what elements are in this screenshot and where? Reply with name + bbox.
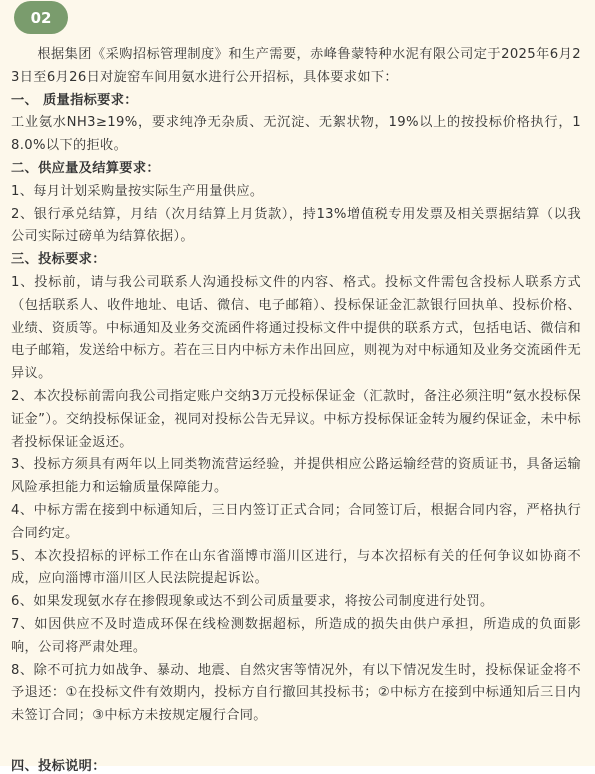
bidding-item-6: 6、如果发现氨水存在掺假现象或达不到公司质量要求，将按公司制度进行处罚。 bbox=[11, 594, 494, 610]
section-heading-bidding: 三、投标要求： bbox=[11, 252, 106, 268]
section-heading-instructions: 四、投标说明： bbox=[11, 759, 106, 774]
bidding-item-7: 7、如因供应不及时造成环保在线检测数据超标，所造成的损失由供户承担，所造成的负面影响，公司将严肃处理。 bbox=[11, 616, 581, 655]
section-heading-quality: 一、 质量指标要求： bbox=[11, 92, 138, 108]
bidding-item-4: 4、中标方需在接到中标通知后，三日内签订正式合同；合同签订后，根据合同内容，严格执行合同约定。 bbox=[11, 502, 581, 541]
bidding-item-2: 2、本次投标前需向我公司指定账户交纳3万元投标保证金（汇款时，备注必须注明“氨水投标保证金”）。交纳投标保证金，视同对投标公告无异议。中标方投标保证金转为履约保证金，未中标者投标保证金返还。 bbox=[11, 388, 581, 450]
section-number-badge: 02 bbox=[14, 1, 68, 34]
bidding-item-8: 8、除不可抗力如战争、暴动、地震、自然灾害等情况外，有以下情况发生时，投标保证金将不予退还：①在投标文件有效期内，投标方自行撤回其投标书；②中标方在接到中标通知后三日内未签订合同；③中标方未按规定履行合同。 bbox=[11, 662, 581, 724]
bidding-item-1: 1、投标前，请与我公司联系人沟通投标文件的内容、格式。投标文件需包含投标人联系方式（包括联系人、收件地址、电话、微信、电子邮箱）、投标保证金汇款银行回执单、投标价格、业绩、资质等。中标通知及业务交流函件将通过投标文件中提供的联系方式，包括电话、微信和电子邮箱，发送给中标方。若在三日内中标方未作出回应，则视为对中标通知及业务交流函件无异议。 bbox=[11, 274, 581, 382]
quality-paragraph: 工业氨水NH3≥19%，要求纯净无杂质、无沉淀、无絮状物，19%以上的按投标价格执行，18.0%以下的拒收。 bbox=[11, 115, 581, 154]
supply-item-1: 1、每月计划采购量按实际生产用量供应。 bbox=[11, 183, 264, 199]
section-heading-supply: 二、供应量及结算要求： bbox=[11, 160, 160, 176]
bidding-item-5: 5、本次投招标的评标工作在山东省淄博市淄川区进行，与本次招标有关的任何争议如协商不成，应向淄博市淄川区人民法院提起诉讼。 bbox=[11, 548, 581, 587]
intro-paragraph: 根据集团《采购招标管理制度》和生产需要，赤峰鲁蒙特种水泥有限公司定于2025年6月23日至6月26日对旋窑车间用氨水进行公开招标，具体要求如下： bbox=[11, 47, 581, 85]
supply-item-2: 2、银行承兑结算，月结（次月结算上月货款），持13%增值税专用发票及相关票据结算（以我公司实际过磅单为结算依据）。 bbox=[11, 206, 581, 245]
bidding-item-3: 3、投标方须具有两年以上同类物流营运经验，并提供相应公路运输经营的资质证书，具备运输风险承担能力和运输质量保障能力。 bbox=[11, 457, 581, 496]
